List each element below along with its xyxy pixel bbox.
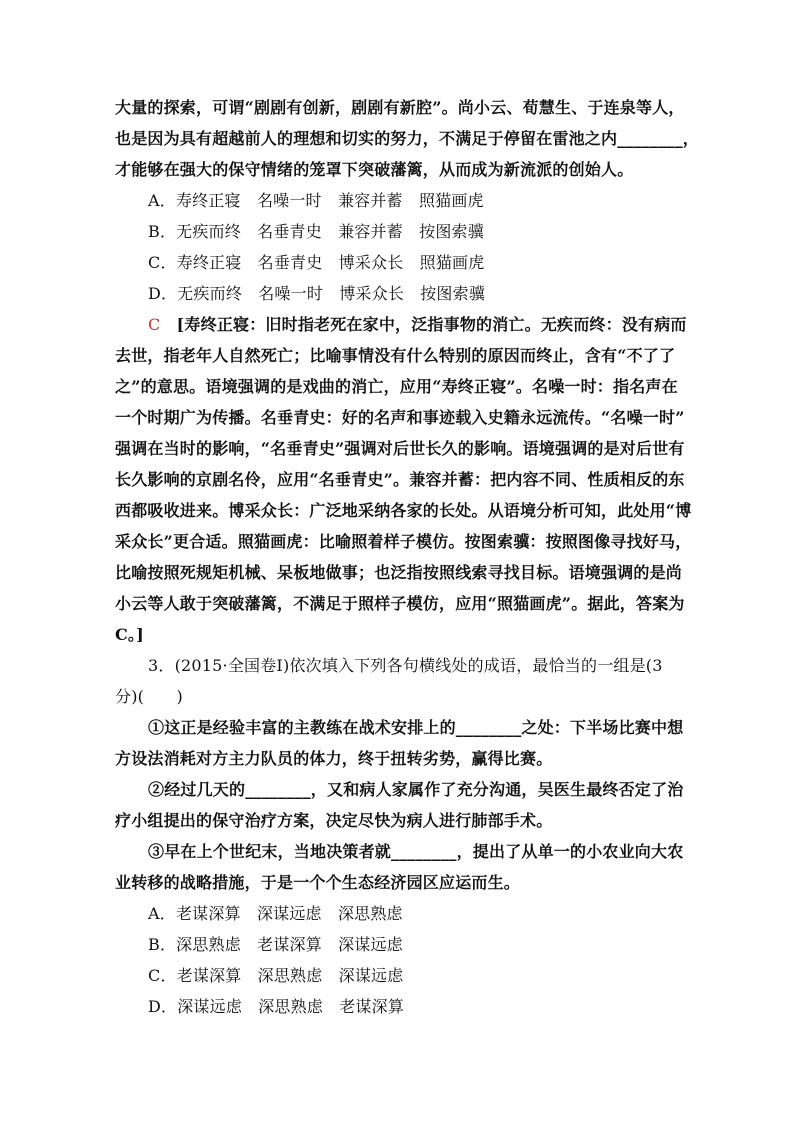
explanation-line: 西都吸收进来。博采众长：广泛地采纳各家的长处。从语境分析可知，此处用“博 (115, 501, 692, 520)
explanation-line: 强调在当时的影响，“名垂青史”强调对后世长久的影响。语境强调的是对后世有 (115, 439, 685, 458)
explanation-line: 比喻按照死规矩机械、呆板地做事；也泛指按照线索寻找目标。语境强调的是尚 (115, 563, 683, 582)
q3-stem-line: 分)( ) (115, 687, 183, 706)
explanation-line: 小云等人敢于突破藩篱，不满足于照样子模仿，应用“照猫画虎”。据此，答案为 (115, 594, 685, 613)
option-c: C．寿终正寝 名垂青史 博采众长 照猫画虎 (148, 253, 485, 272)
explanation-line: 之”的意思。语境强调的是戏曲的消亡，应用“寿终正寝”。名噪一时：指名声在 (115, 377, 678, 396)
passage-line: 也是因为具有超越前人的理想和切实的努力，不满足于停留在雷池之内________， (115, 129, 700, 148)
passage (115, 92, 700, 185)
option-d: D．无疾而终 名噪一时 博采众长 按图索骥 (148, 284, 486, 303)
answer-first-line (115, 309, 687, 340)
explanation-line: 长久影响的京剧名伶，应用“名垂青史”。兼容并蓄：把内容不同、性质相反的东 (115, 470, 685, 489)
answer-letter: C (148, 315, 161, 334)
q3-stem-line: 3．(2015·全国卷Ⅰ)依次填入下列各句横线处的成语，最恰当的一组是(3 (148, 656, 663, 675)
option-a: A．寿终正寝 名噪一时 兼容并蓄 照猫画虎 (148, 191, 484, 210)
explanation-line: 去世，指老年人自然死亡；比喻事情没有什么特别的原因而终止，含有“不了了 (115, 346, 676, 365)
q3-option-a: A．老谋深算 深谋远虑 深思熟虑 (148, 904, 403, 923)
q3-option-b: B．深思熟虑 老谋深算 深谋远虑 (148, 935, 403, 954)
q3-sentence-line: 业转移的战略措施，于是一个个生态经济园区应运而生。 (115, 873, 521, 892)
q2-options (115, 185, 683, 309)
q2-explanation (115, 309, 692, 650)
q3-sentence-line: ②经过几天的________，又和病人家属作了充分沟通，吴医生最终否定了治 (148, 780, 684, 799)
question-3 (115, 650, 683, 1022)
explanation-line: 采众长”更合适。照猫画虎：比喻照着样子模仿。按图索骥：按照图像寻找好马， (115, 532, 692, 551)
q3-sentence-line: ③早在上个世纪末，当地决策者就________，提出了从单一的小农业向大农 (148, 842, 684, 861)
answer-text: [寿终正寝：旧时指老死在家中，泛指事物的消亡。无疾而终：没有病而 (176, 315, 687, 334)
q3-sentence-line: 方设法消耗对方主力队员的体力，终于扭转劣势，赢得比赛。 (115, 749, 553, 768)
passage-line: 大量的探索，可谓“剧剧有创新，剧剧有新腔”。尚小云、荀慧生、于连泉等人， (115, 98, 685, 117)
q3-sentence-line: 疗小组提出的保守治疗方案，决定尽快为病人进行肺部手术。 (115, 811, 553, 830)
q3-option-c: C．老谋深算 深思熟虑 深谋远虑 (148, 966, 404, 985)
q3-sentence-line: ①这正是经验丰富的主教练在战术安排上的________之处：下半场比赛中想 (148, 718, 684, 737)
q3-option-d: D．深谋远虑 深思熟虑 老谋深算 (148, 997, 405, 1016)
option-b: B．无疾而终 名垂青史 兼容并蓄 按图索骥 (148, 222, 484, 241)
explanation-line: 一个时期广为传播。名垂青史：好的名声和事迹载入史籍永远流传。“名噪一时” (115, 408, 685, 427)
passage-line: 才能够在强大的保守情绪的笼罩下突破藩篱，从而成为新流派的创始人。 (115, 160, 634, 179)
explanation-line: C。] (115, 625, 144, 644)
document-page (115, 92, 700, 1022)
